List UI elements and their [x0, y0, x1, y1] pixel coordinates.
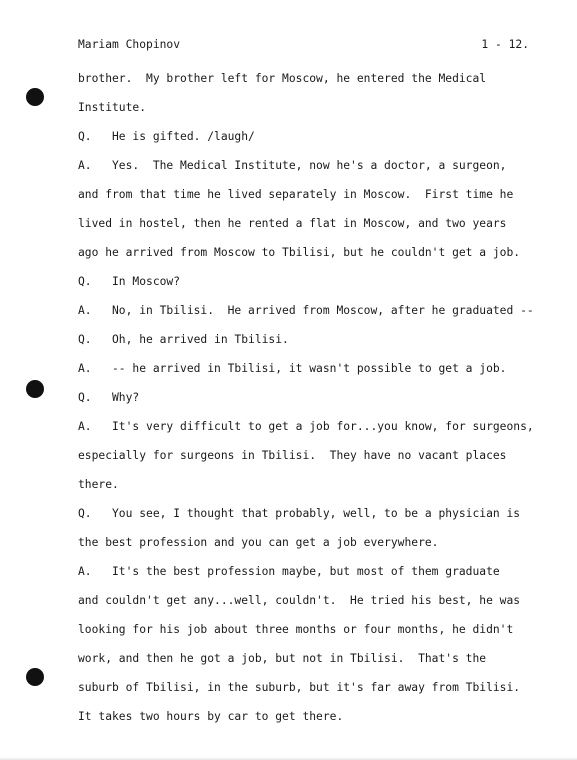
text-line: A. It's very difficult to get a job for...you know, for surgeons,	[78, 420, 534, 433]
text-line: looking for his job about three months or four months, he didn't	[78, 623, 514, 636]
text-line: there.	[78, 478, 119, 491]
text-line: Q. He is gifted. /laugh/	[78, 130, 255, 143]
text-line: Q. Oh, he arrived in Tbilisi.	[78, 333, 289, 346]
interviewee-name: Mariam Chopinov	[78, 38, 181, 51]
text-line: especially for surgeons in Tbilisi. They have no vacant places	[78, 449, 507, 462]
text-line: Institute.	[78, 101, 147, 114]
text-line: suburb of Tbilisi, in the suburb, but it's far away from Tbilisi.	[78, 681, 521, 694]
punch-hole	[26, 88, 44, 106]
text-line: Q. In Moscow?	[78, 275, 181, 288]
punch-hole	[26, 668, 44, 686]
text-line: A. It's the best profession maybe, but most of them graduate	[78, 565, 500, 578]
text-line: brother. My brother left for Moscow, he entered the Medical	[78, 72, 487, 85]
punch-hole	[26, 380, 44, 398]
text-line: A. No, in Tbilisi. He arrived from Moscow, after he graduated --	[78, 304, 534, 317]
text-line: the best profession and you can get a job everywhere.	[78, 536, 439, 549]
transcript-body	[78, 64, 538, 731]
text-line: and couldn't get any...well, couldn't. He tried his best, he was	[78, 594, 521, 607]
text-line: Q. You see, I thought that probably, well, to be a physician is	[78, 507, 521, 520]
text-line: A. -- he arrived in Tbilisi, it wasn't possible to get a job.	[78, 362, 507, 375]
text-line: Q. Why?	[78, 391, 140, 404]
page-header	[78, 36, 529, 54]
page-number: 1 - 12.	[481, 38, 529, 51]
text-line: ago he arrived from Moscow to Tbilisi, but he couldn't get a job.	[78, 246, 521, 259]
text-line: A. Yes. The Medical Institute, now he's a doctor, a surgeon,	[78, 159, 507, 172]
text-line: and from that time he lived separately in Moscow. First time he	[78, 188, 514, 201]
text-line: lived in hostel, then he rented a flat in Moscow, and two years	[78, 217, 507, 230]
text-line: It takes two hours by car to get there.	[78, 710, 344, 723]
text-line: work, and then he got a job, but not in Tbilisi. That's the	[78, 652, 487, 665]
